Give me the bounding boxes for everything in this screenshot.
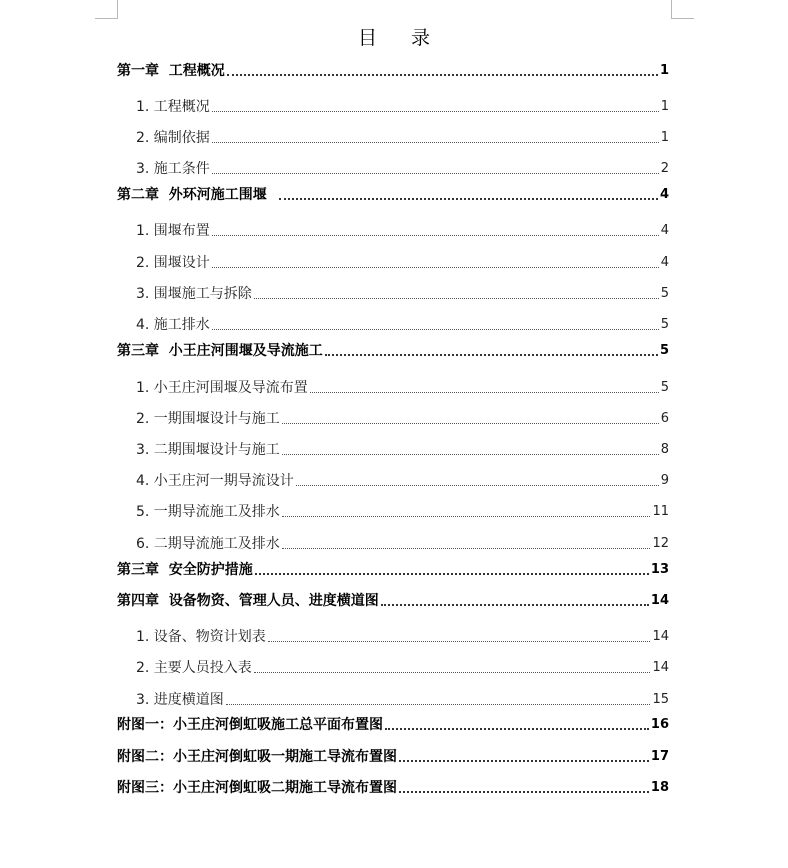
toc-entry-page: 5 bbox=[659, 343, 669, 358]
toc-entry-section[interactable] bbox=[136, 535, 669, 553]
toc-entry-label: 6. 二期导流施工及排水 bbox=[136, 536, 280, 552]
toc-entry-page: 4 bbox=[659, 187, 669, 202]
toc-entry-label: 附图三：小王庄河倒虹吸二期施工导流布置图 bbox=[117, 780, 397, 796]
toc-leader-dots bbox=[282, 423, 659, 424]
toc-entry-label: 第四章 设备物资、管理人员、进度横道图 bbox=[117, 593, 379, 609]
toc-entry-label: 4. 小王庄河一期导流设计 bbox=[136, 473, 294, 489]
toc-leader-dots bbox=[282, 548, 651, 549]
toc-leader-dots bbox=[226, 704, 651, 705]
toc-leader-dots bbox=[399, 791, 649, 793]
toc-entry-label: 2. 一期围堰设计与施工 bbox=[136, 411, 280, 427]
toc-entry-section[interactable] bbox=[136, 160, 669, 178]
toc-leader-dots bbox=[268, 641, 651, 642]
toc-leader-dots bbox=[279, 198, 658, 200]
toc-entry-label: 1. 小王庄河围堰及导流布置 bbox=[136, 380, 308, 396]
toc-leader-dots bbox=[282, 516, 651, 517]
toc-entry-page: 1 bbox=[660, 99, 669, 114]
toc-entry-page: 11 bbox=[652, 504, 669, 519]
toc-leader-dots bbox=[212, 173, 659, 174]
toc-entry-page: 4 bbox=[660, 223, 669, 238]
toc-entry-label: 第一章 工程概况 bbox=[117, 63, 225, 79]
toc-entry-page: 12 bbox=[652, 536, 669, 551]
toc-entry-section[interactable] bbox=[136, 659, 669, 677]
toc-entry-label: 1. 设备、物资计划表 bbox=[136, 629, 266, 645]
toc-entry-page: 5 bbox=[660, 317, 669, 332]
toc-title: 目 录 bbox=[357, 27, 445, 49]
toc-entry-section[interactable] bbox=[136, 441, 669, 459]
toc-entry-page: 14 bbox=[650, 593, 669, 608]
toc-entry-page: 17 bbox=[650, 749, 669, 764]
toc-entry-section[interactable] bbox=[136, 503, 669, 521]
toc-entry-page: 9 bbox=[660, 473, 669, 488]
toc-entry-appendix-1[interactable] bbox=[117, 716, 669, 734]
toc-entry-label: 3. 进度横道图 bbox=[136, 692, 224, 708]
toc-entry-label: 2. 主要人员投入表 bbox=[136, 660, 252, 676]
toc-entry-page: 13 bbox=[650, 562, 669, 577]
toc-entry-chapter-4[interactable] bbox=[117, 592, 669, 610]
toc-entry-chapter-3[interactable] bbox=[117, 342, 669, 360]
toc-entry-section[interactable] bbox=[136, 129, 669, 147]
toc-leader-dots bbox=[254, 672, 651, 673]
toc-leader-dots bbox=[212, 329, 659, 330]
toc-entry-section[interactable] bbox=[136, 691, 669, 709]
toc-entry-section[interactable] bbox=[136, 410, 669, 428]
toc-leader-dots bbox=[254, 298, 659, 299]
toc-entry-page: 14 bbox=[652, 660, 669, 675]
toc-leader-dots bbox=[282, 454, 659, 455]
toc-leader-dots bbox=[212, 235, 659, 236]
toc-entry-section[interactable] bbox=[136, 98, 669, 116]
toc-leader-dots bbox=[255, 573, 649, 575]
toc-entry-label: 附图一：小王庄河倒虹吸施工总平面布置图 bbox=[117, 717, 383, 733]
toc-entry-section[interactable] bbox=[136, 254, 669, 272]
toc-entry-appendix-2[interactable] bbox=[117, 748, 669, 766]
toc-leader-dots bbox=[212, 267, 659, 268]
toc-leader-dots bbox=[385, 728, 649, 730]
toc-leader-dots bbox=[212, 111, 659, 112]
toc-entry-label: 2. 编制依据 bbox=[136, 130, 210, 146]
toc-entry-page: 4 bbox=[660, 255, 669, 270]
toc-entry-page: 18 bbox=[650, 780, 669, 795]
toc-entry-page: 16 bbox=[650, 717, 669, 732]
toc-entry-label: 3. 施工条件 bbox=[136, 161, 210, 177]
toc-entry-page: 2 bbox=[660, 161, 669, 176]
toc-entry-chapter-2[interactable] bbox=[117, 186, 669, 204]
toc-entry-chapter-safety[interactable] bbox=[117, 561, 669, 579]
toc-entry-chapter-1[interactable] bbox=[117, 62, 669, 80]
toc-entry-label: 5. 一期导流施工及排水 bbox=[136, 504, 280, 520]
toc-entry-section[interactable] bbox=[136, 285, 669, 303]
toc-entry-page: 15 bbox=[652, 692, 669, 707]
toc-entry-label: 3. 二期围堰设计与施工 bbox=[136, 442, 280, 458]
toc-leader-dots bbox=[325, 354, 658, 356]
toc-leader-dots bbox=[296, 485, 659, 486]
toc-entry-section[interactable] bbox=[136, 316, 669, 334]
toc-entry-label: 4. 施工排水 bbox=[136, 317, 210, 333]
toc-entry-section[interactable] bbox=[136, 379, 669, 397]
toc-leader-dots bbox=[381, 604, 649, 606]
toc-leader-dots bbox=[310, 392, 659, 393]
toc-entry-label: 第三章 小王庄河围堰及导流施工 bbox=[117, 343, 323, 359]
toc-entry-label: 1. 工程概况 bbox=[136, 99, 210, 115]
toc-entry-page: 14 bbox=[652, 629, 669, 644]
toc-leader-dots bbox=[399, 760, 649, 762]
toc-entry-page: 6 bbox=[660, 411, 669, 426]
page-corner-mark-left bbox=[95, 0, 118, 19]
toc-entry-label: 3. 围堰施工与拆除 bbox=[136, 286, 252, 302]
toc-entry-label: 2. 围堰设计 bbox=[136, 255, 210, 271]
toc-leader-dots bbox=[227, 74, 658, 76]
toc-entry-section[interactable] bbox=[136, 628, 669, 646]
toc-entry-label: 附图二：小王庄河倒虹吸一期施工导流布置图 bbox=[117, 749, 397, 765]
toc-entry-appendix-3[interactable] bbox=[117, 779, 669, 797]
toc-entry-label: 第三章 安全防护措施 bbox=[117, 562, 253, 578]
page-corner-mark-right bbox=[671, 0, 694, 19]
toc-leader-dots bbox=[212, 142, 659, 143]
toc-entry-page: 1 bbox=[659, 63, 669, 78]
toc-entry-label: 第二章 外环河施工围堰 bbox=[117, 187, 277, 203]
toc-entry-section[interactable] bbox=[136, 472, 669, 490]
toc-entry-section[interactable] bbox=[136, 222, 669, 240]
toc-entry-page: 5 bbox=[660, 286, 669, 301]
toc-entry-page: 1 bbox=[660, 130, 669, 145]
toc-entry-label: 1. 围堰布置 bbox=[136, 223, 210, 239]
toc-entry-page: 5 bbox=[660, 380, 669, 395]
toc-entry-page: 8 bbox=[660, 442, 669, 457]
